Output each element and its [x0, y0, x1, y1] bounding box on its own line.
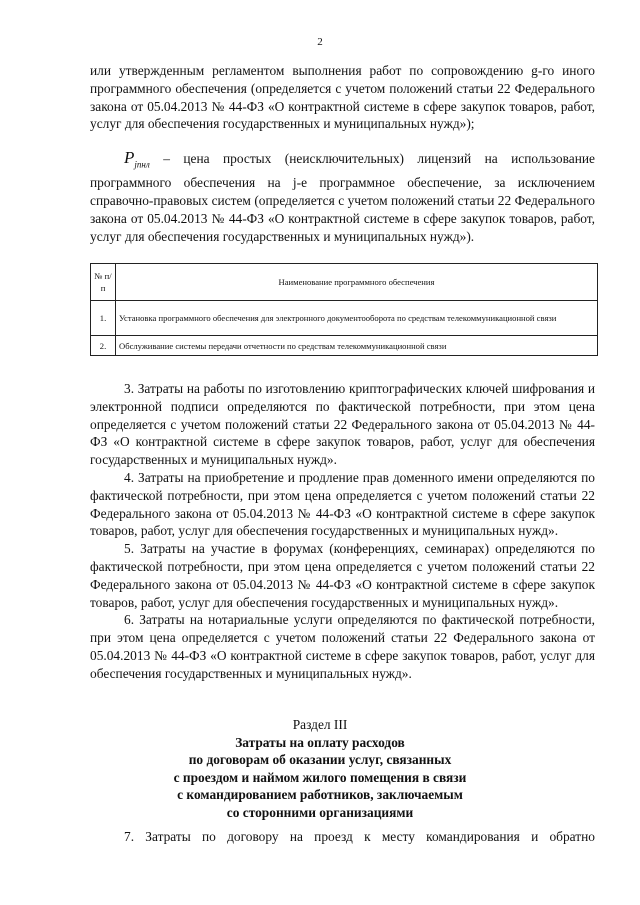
paragraph-5: 5. Затраты на участие в форумах (конференциях, семинарах) определяются по фактической потребности, при этом цена определяется с учетом положений статьи 22 Федерального закона от 05.04.2013 № 44-ФЗ «О контрактной системе в сфере закупок товаров, работ, услуг для обеспечения государственных и муниципальных нужд».	[90, 541, 595, 610]
table-header-row	[91, 264, 598, 301]
paragraph-7	[90, 828, 595, 846]
paragraph-6: 6. Затраты на нотариальные услуги определяются по фактической потребности, при этом цена определяется с учетом положений статьи 22 Федерального закона от 05.04.2013 № 44-ФЗ «О контрактной системе в сфере закупок товаров, работ, услуг для обеспечения государственных и муниципальных нужд».	[90, 612, 595, 681]
formula-text: – цена простых (неисключительных) лицензий на использование программного обеспечения на j-е программное обеспечение, за исключением справочно-правовых систем (определяется с учетом положений статьи 22 Федерального закона от 05.04.2013 № 44-ФЗ «О контрактной системе в сфере закупок товаров, работ, услуг для обеспечения государственных и муниципальных нужд»).	[90, 151, 595, 244]
section-title-line: по договорам об оказании услуг, связанных	[188, 752, 452, 768]
formula-subscript: jпнл	[134, 159, 150, 170]
paragraph-continuation	[90, 62, 595, 133]
numbered-paragraphs	[90, 380, 595, 683]
paragraph: 7. Затраты по договору на проезд к месту командирования и обратно	[124, 829, 595, 844]
paragraph-3: 3. Затраты на работы по изготовлению криптографических ключей шифрования и электронной подписи определяются по фактической потребности, при этом цена определяется с учетом положений статьи 22 Федерального закона от 05.04.2013 № 44-ФЗ «О контрактной системе в сфере закупок товаров, работ, услуг для обеспечения государственных и муниципальных нужд».	[90, 381, 595, 468]
row-number: 1.	[91, 301, 116, 336]
section-title-line: Затраты на оплату расходов	[235, 734, 405, 750]
header-name: Наименование программного обеспечения	[116, 264, 598, 301]
formula-paragraph	[90, 149, 595, 245]
row-name: Установка программного обеспечения для электронного документооборота по средствам телекоммуникационной связи	[116, 301, 598, 336]
section-title-line: со сторонними организациями	[226, 804, 414, 820]
row-number: 2.	[91, 336, 116, 356]
header-number: № п/п	[91, 264, 116, 301]
formula-definition	[90, 149, 595, 245]
section-title-line: с командированием работников, заключаемым	[177, 787, 463, 803]
paragraph-4: 4. Затраты на приобретение и продление прав доменного имени определяются по фактической потребности, при этом цена определяется с учетом положений статьи 22 Федерального закона от 05.04.2013 № 44-ФЗ «О контрактной системе в сфере закупок товаров, работ, услуг для обеспечения государственных и муниципальных нужд».	[90, 469, 595, 539]
section-heading	[0, 716, 640, 822]
table-row	[91, 336, 598, 356]
section-label: Раздел III	[292, 717, 348, 732]
row-name: Обслуживание системы передачи отчетности по средствам телекоммуникационной связи	[116, 336, 598, 356]
paragraph: или утвержденным регламентом выполнения работ по сопровождению g-го иного программного обеспечения (определяется с учетом положений статьи 22 Федерального закона от 05.04.2013 № 44-ФЗ «О контрактной системе в сфере закупок товаров, работ, услуг для обеспечения государственных и муниципальных нужд»);	[90, 63, 595, 132]
table-row	[91, 301, 598, 336]
section-title-line: с проездом и наймом жилого помещения в связи	[173, 769, 467, 785]
formula-symbol: $P_{jпнл}$	[124, 148, 150, 170]
page-number: 2	[317, 36, 323, 48]
software-table	[90, 263, 598, 356]
